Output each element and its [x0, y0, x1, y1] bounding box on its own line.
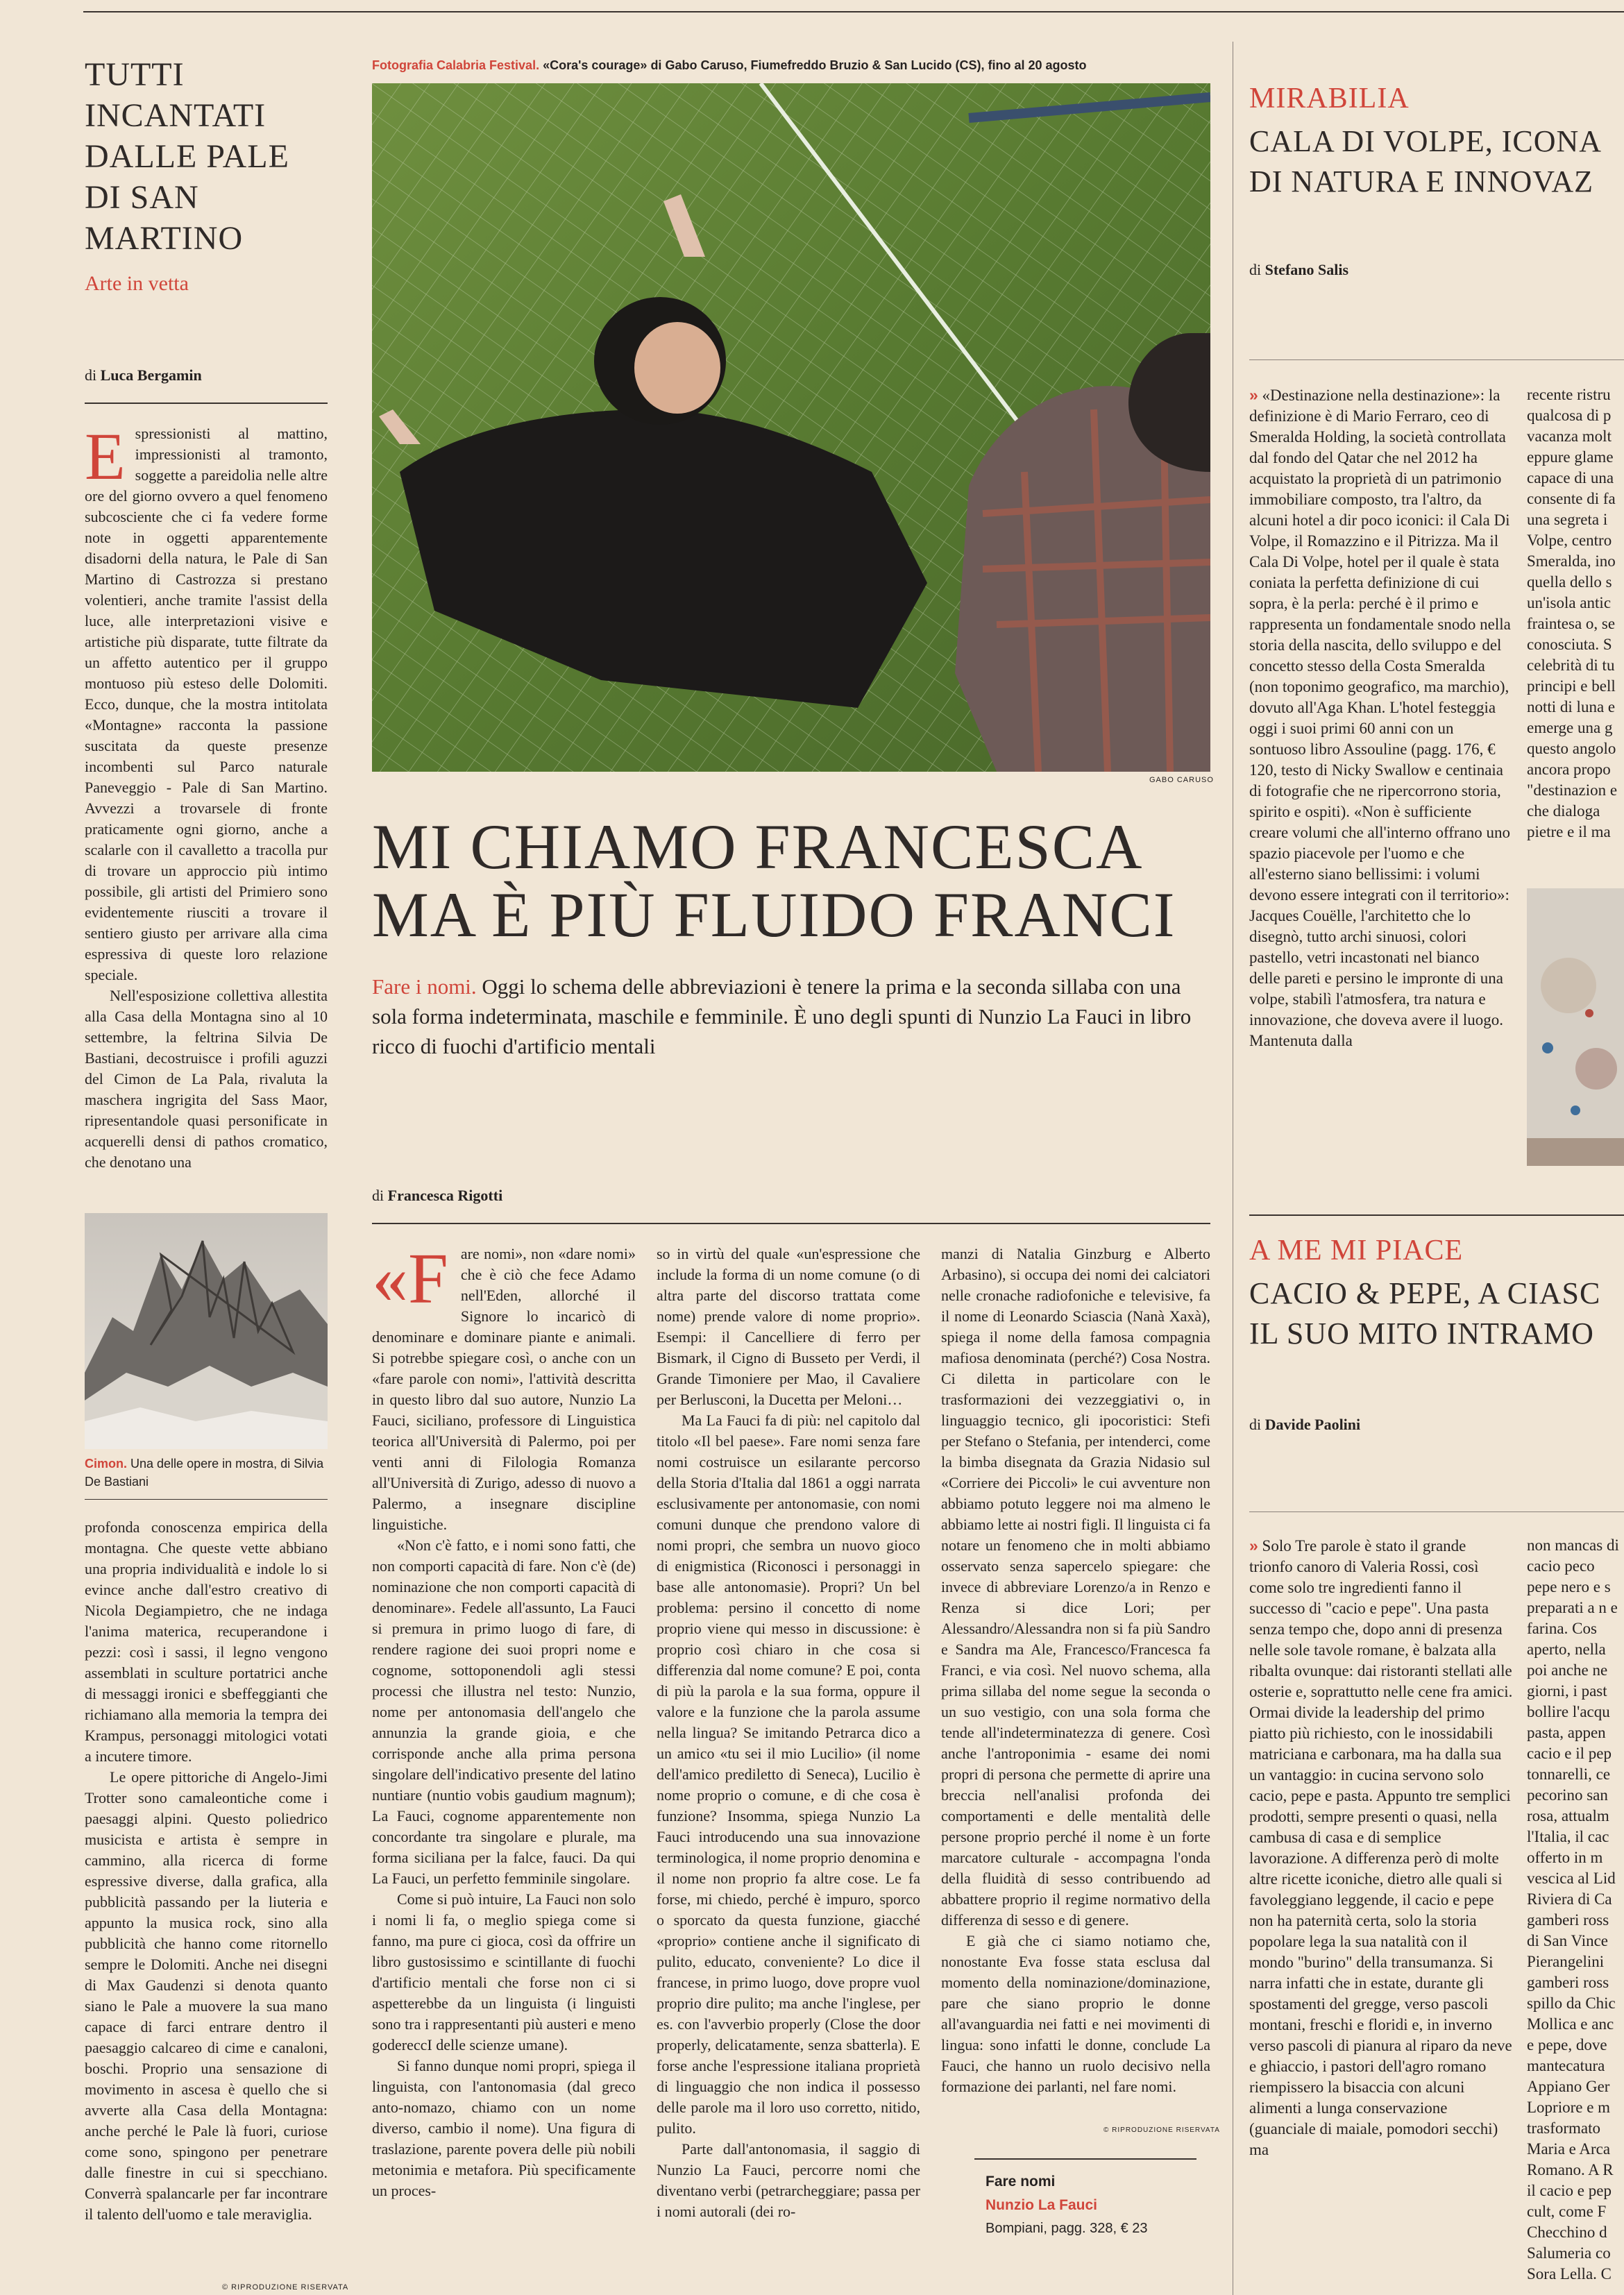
mirabilia-byline: [1249, 261, 1348, 279]
center-paragraph-5: so in virtù del quale «un'espressione che include la forma di un nome comune (o di altra parte del discorso trattata come nome) prende valore di nome proprio». Esempi: il Cancelliere di ferro per Bismark, il Cigno di Busseto per Verdi, il Grande Timoniere per Mao, il Cavaliere per Berlusconi, la Ducetta per Meloni…: [657, 1245, 920, 1408]
piace-rule: [1249, 1511, 1624, 1512]
quote-drop-cap: «F: [372, 1244, 448, 1319]
center-byline: [372, 1187, 502, 1205]
deck-text: Oggi lo schema delle abbreviazioni è tenere la prima e la seconda sillaba con una sola forma indeterminata, maschile e femminile. È uno degli spunti di Nunzio La Fauci in libro ricco di fuochi d'artificio mentali: [372, 974, 1192, 1058]
center-paragraph-6: Ma La Fauci fa di più: nel capitolo dal titolo «Il bel paese». Fare nomi senza fare nomi costruisce un esilarante percorso della Storia d'Italia dal 1861 a oggi narrata esclusivamente per antonomasie, con nomi comuni dunque che prendono valore di nomi propri, che sembra un nuovo gioco di enigmistica (Riconosci i personaggi in base alle antonomasie). Propri? Un bel problema: persino il concetto di nome proprio viene qui messo in discussione: è proprio così chiaro in che cosa si differenzia dal nome comune? E poi, conta di più la parola e la sua forma, oppure il valore e la funzione che la parola assume nella lingua? Se imitando Petrarca dico a un amico «tu sei il mio Lucilio» (il nome dell'amico prediletto di Seneca), Lucilio è nome proprio o comune, e di che cosa è funzione? Insomma, spiega Nunzio La Fauci introducendo una sua innovazione terminologica, il nome proprio denomina e il nome non proprio fa altre cose. Le fa forse, mi chiedo, perché è impuro, sporco o sporcato da questa funzione, giacché «proprio» contiene anche il significato di pulito, educato, conveniente? Lo dice il francese, in primo luogo, dove propre vuol proprio dire pulito; ma anche l'inglese, per es. con l'avverbio properly (Close the door properly, delicatamente, senza sbatterla). E forse anche l'espressione italiana proprietà di linguaggio che non indica il possesso delle parole ma il loro uso corretto, nitido, pulito.: [657, 1412, 920, 2137]
left-byline: [85, 366, 202, 384]
hotel-image: [1527, 888, 1624, 1166]
center-paragraph-8: manzi di Natalia Ginzburg e Alberto Arbasino), si occupa dei nomi dei calciatori nelle cronache radiofoniche e televisive, fa il nome di Leonardo Sciascia (Nanà Xaxà), spiega il nome della famosa compagnia mafiosa denominata (perché?) Cosa Nostra. Ci diletta in particolare con le trasformazioni dei vezzeggiativi o, in linguaggio tecnico, gli ipocoristici: Stefi per Stefano o Stefania, per intenderci, come la bimba disegnata da Grazia Nidasio sul «Corriere dei Piccoli» le cui avventure non abbiamo potuto leggere noi ma almeno le abbiamo lette ai nostri figli. Il linguista ci fa notare un fenomeno che in molti abbiamo osservato senza sapercelo spiegare: che invece di abbreviare Lorenzo/a in Renzo e Renza si dice Lori; per Alessandro/Alessandra non si fa più Sandro e Sandra ma Ale, Francesco/Francesca fa Franci, e via così. Nel nuovo schema, alla prima sillaba del nome segue la seconda o un suo vestigio, con una sola forma che tende all'indeterminatezza di genere. Così anche l'antroponimia - esame dei nomi propri di persona che permette di aprire una breccia nell'analisi profonda dei comportamenti e delle mentalità delle persone proprio perché il nome è un forte marcatore culturale - accompagna l'onda della fluidità di sesso contribuendo ad abbattere proprio il regime normativo della differenza di sesso e di genere.: [941, 1245, 1210, 1929]
center-column-3: [941, 1244, 1210, 2125]
piace-column-2: [1527, 1535, 1624, 2295]
article-marker-icon: »: [1249, 386, 1258, 404]
cimon-artwork-image: [85, 1213, 328, 1449]
left-paragraph-4: Le opere pittoriche di Angelo-Jimi Trotter sono camaleontiche come i paesaggi alpini. Questo poliedrico musicista e artista è sempre in cammino, alla ricerca di forme espressive diverse, dalla grafica, alla pubblicità passando per la liuteria e appunto la musica rock, sino alla pubblicità che hanno come ritornello sempre le Dolomiti. Anche nei disegni di Max Gaudenzi si denota quanto siano le Pale a muovere la sua mano capace di farci entrare dentro il paesaggio calcareo di cime e canaloni, boschi. Proprio una sensazione di movimento in ascesa è quello che si avverte alla Casa della Montagna: anche perché le Pale là fuori, curiose come sono, spingono per penetrare dalle finestre in cui si specchiano. Converrà spalancarle per far incontrare il talento dell'uomo e tale meraviglia.: [85, 1768, 328, 2223]
left-paragraph-1: spressionisti al mattino, impressionisti al tramonto, soggette a pareidolia nelle altre ore del giorno ovvero a quel fenomeno subcosciente che ci fa vedere forme note in oggetti apparentemente disadorni della natura, le Pale di San Martino di Castrozza si prestano volentieri, anche tramite l'assist della luce, alle interpretazioni visive e artistiche più disparate, tutte filtrate da un affetto autentico per il gruppo montuoso più esteso delle Dolomiti. Ecco, dunque, che la mostra intitolata «Montagne» racconta la passione suscitata da queste presenze incombenti sul Parco naturale Paneveggio - Pale di San Martino. Avvezzi a trovarsele di fronte praticamente ogni giorno, anche a scalarle con il cavalletto a tracolla pur di trovare un approccio più intimo possibile, gli artisti del Primiero sono evidentemente riusciti a trovare il sentiero giusto per arrivare alla cima espressiva di queste loro relazione speciale.: [85, 425, 328, 983]
piace-byline: [1249, 1416, 1360, 1434]
mirabilia-column-1: [1249, 384, 1513, 1165]
main-headline-line-2: MA È PIÙ FLUIDO FRANCI: [372, 879, 1176, 950]
piace-text-2: non mancas di cacio peco pepe nero e s preparati a n e farina. Cos aperto, nella poi anche ne giorni, i past bollire l'acqu pasta, appen cacio e il pep tonnarelli, ce pecorino san rosa, attualm l'Italia, il cac offerto in m vescica al Lid Riviera di Ca gamberi ross di San Vince Pierangelini gamberi ross spillo da Chic Mollica e anc e pepe, dove mantecatura Appiano Ger Lopriore e m trasformato Maria e Arca Romano. A R il cacio e pep cult, come F Checchino d Salumeria co Sora Lella. C: [1527, 1536, 1619, 2283]
center-column-2: [657, 1244, 920, 2295]
image-caption: [85, 1455, 328, 1491]
piace-column-1: [1249, 1535, 1513, 2295]
center-byline-rule: [372, 1223, 1210, 1224]
mirabilia-column-2: [1527, 384, 1624, 884]
caption-label: Cimon.: [85, 1457, 127, 1471]
left-paragraph-3: profonda conoscenza empirica della montagna. Che queste vette abbiano una propria individualità e indole lo si evince anche dall'estro creativo di Nicola Degiampietro, che ne indaga l'anima materica, recuperandone i pezzi: così i sassi, il legno vengono assemblati in sculture portatrici anche di messaggi ironici e sbeffeggianti che richiamano alla memoria la tempra dei Krampus, personaggi mitologici votati a incutere timore.: [85, 1518, 328, 1765]
cala-di-volpe-photo: [1527, 888, 1624, 1166]
mirabilia-text-2: recente ristru qualcosa di p vacanza molt eppure glame capace di una consente di fa una segreta i Volpe, centro Smeralda, ino quella dello s un'isola antic fraintesa o, se conosciuta. S celebrità di tu principi e bell notti di luna e emerge una g questo angolo ancora propo "destinazion e che dialoga pietre e il ma: [1527, 386, 1618, 840]
piace-text-1: Solo Tre parole è stato il grande trionfo canoro di Valeria Rossi, così come solo tre ingredienti fanno il successo di "cacio e pepe". Una pasta senza tempo che, dopo anni di presenza nelle sole tavole romane, è balzata alla ribalta ovunque: dai ristoranti stellati alle osterie e, soprattutto nelle cene fra amici. Ormai divide la leadership del primo piatto più richiesto, con le inossidabili matriciana e carbonara, ma ha dalla sua un vantaggio: in cucina servono solo cacio, pepe e pasta. Appunto tre semplici prodotti, sempre presenti o quasi, nella cambusa di casa e di semplice lavorazione. A differenza però di molte altre ricette iconiche, dietro alle quali si favoleggiano leggende, il cacio e pepe non ha paternità certa, solo la storia popolare lega la sua natalità con il mondo "burino" della transumanza. Si narra infatti che in estate, durante gli spostamenti del gregge, verso pascoli montani, freschi e floridi e, in inverno verso pascoli di pianura al riparo da neve e ghiaccio, i pastori dell'agro romano riempissero la bisaccia con alcuni alimenti a lunga conservazione (guanciale di maiale, pomodori secchi) ma: [1249, 1537, 1513, 2158]
photo-credit: [372, 58, 1086, 73]
book-author: Nunzio La Fauci: [986, 2197, 1098, 2213]
piace-headline-line-1: CACIO & PEPE, A CIASC: [1249, 1276, 1601, 1310]
left-copyright: © RIPRODUZIONE RISERVATA: [222, 2283, 349, 2292]
center-byline-author: Francesca Rigotti: [387, 1187, 503, 1204]
festival-photograph: [372, 83, 1210, 772]
center-paragraph-2: «Non c'è fatto, e i nomi sono fatti, che non comporti capacità di fare. Non c'è (de) nominazione che non comporti capacità di denominare». Fedele all'assunto, La Fauci si premura in primo luogo di fare, di rendere ragione dei suoi propri nome e cognome, sottoponendoli agli stessi processi che illustra nel testo: Nunzio, nome per antonomasia dell'angelo che annunzia la grande gioia, e che corrisponde anche alla prima persona singolare dell'indicativo presente del latino nuntiare (nuntio vobis gaudium magnum); La Fauci, cognome apparentemente non concordante tra singolare e plurale, ma forma siciliana per la falce, fauci. Da qui La Fauci, un perfetto femminile singolare.: [372, 1536, 636, 1887]
piace-headline-line-2: IL SUO MITO INTRAMO: [1249, 1316, 1594, 1350]
center-paragraph-4: Si fanno dunque nomi propri, spiega il linguista, con l'antonomasia (dal greco anto-nomazo, chiamo con un nome diverso, cambio il nome). Una figura di traslazione, parente povera delle più nobili metonimia e metafora. Più specificamente un proces-: [372, 2057, 636, 2199]
article-deck: [372, 972, 1205, 1061]
book-info: Bompiani, pagg. 328, € 23: [986, 2221, 1148, 2236]
mirabilia-headline-line-1: CALA DI VOLPE, ICONA: [1249, 124, 1602, 158]
left-byline-author: Luca Bergamin: [100, 366, 202, 384]
piace-section-title: A ME MI PIACE: [1249, 1235, 1464, 1267]
mirabilia-section-title: MIRABILIA: [1249, 83, 1410, 115]
center-paragraph-3: Come si può intuire, La Fauci non solo i nomi li fa, o meglio spiega come si fanno, ma pure ci gioca, così da offrire un libro gustosissimo e scintillante di fuochi d'artificio mentali che forse non ci si aspetterebbe da un linguista (i linguisti sono tra i rappresentanti più austeri e meno godereccI delle scienze umane).: [372, 1890, 636, 2053]
mountain-painting: [85, 1213, 328, 1449]
drop-cap: E: [85, 423, 126, 493]
center-paragraph-1: are nomi», non «dare nomi» che è ciò che fece Adamo nell'Eden, allorché il Signore lo incaricò di denominare e dominare piante e animali. Si potrebbe spiegare così, o anche con un «fare parole con nomi», l'attività descritta in questo libro dal suo autore, Nunzio La Fauci, siciliano, professore di Linguistica teorica all'Università di Palermo, poi per venti anni di Filologia Romanza all'Università di Zurigo, adesso di nuovo a Palermo, a insegnare discipline linguistiche.: [372, 1245, 636, 1533]
deck-label: Fare i nomi.: [372, 974, 477, 999]
left-article-body-top: [85, 423, 328, 1176]
center-column-1: [372, 1244, 636, 2295]
mirabilia-rule: [1249, 359, 1624, 360]
book-box-rule: [974, 2158, 1196, 2160]
mirabilia-text-1: «Destinazione nella destinazione»: la definizione è di Mario Ferraro, ceo di Smeralda Holding, la società controllata dal fondo del Qatar che nel 2012 ha acquistato la proprietà di un patrimonio immobiliare composto, tra l'altro, da alcuni hotel a dir poco iconici: il Cala Di Volpe, il Romazzino e il Pitrizza. Ma il Cala Di Volpe, hotel per il quale è stata coniata la perfetta definizione di cui sopra, è la perla: perché è il primo e rappresenta un fondamentale snodo nella storia della nascita, dello sviluppo e del concetto stesso della Costa Smeralda (non toponimo geografico, ma marchio), dovuto all'Aga Khan. L'hotel festeggia oggi i suoi primi 60 anni con un sontuoso libro Assouline (pagg. 176, € 120, testo di Nicky Swallow e centinaia di fotografie che ne ripercorrono storia, spirito e ospiti). «Non è sufficiente creare volumi che all'interno offrano uno spazio piacevole per l'uomo e che all'esterno siano bellissimi: i volumi devono essere integrati con il territorio»: Jacques Couëlle, l'architetto che lo disegnò, tutto archi sinuosi, colori pastello, vetri incastonati nel bianco delle pareti e persino le impronte di una volpe, stabilì l'atmosfera, tra natura e innovazione, che doveva avere il luogo. Mantenuta dalla: [1249, 387, 1511, 1049]
photo-credit-text: «Cora's courage» di Gabo Caruso, Fiumefreddo Bruzio & San Lucido (CS), fino al 20 agosto: [543, 58, 1087, 72]
left-article-title: TUTTI INCANTATI DALLE PALE DI SAN MARTINO: [85, 56, 289, 257]
mirabilia-byline-author: Stefano Salis: [1264, 261, 1349, 278]
left-byline-rule: [85, 403, 328, 404]
piace-byline-author: Davide Paolini: [1264, 1416, 1361, 1433]
left-article-subtitle: Arte in vetta: [85, 272, 189, 295]
girl-on-grass-photo: [372, 83, 1210, 772]
center-byline-prefix: di: [372, 1187, 384, 1204]
piace-byline-prefix: di: [1249, 1416, 1262, 1433]
center-paragraph-9: E già che ci siamo notiamo che, nonostante Eva fosse stata esclusa dal momento della nominazione/dominazione, pare che siano proprio le donne all'avanguardia nei fatti e nei movimenti di lingua: sono infatti le donne, conclude La Fauci, che hanno un ruolo decisivo nella formazione dei parlanti, nel fare nomi.: [941, 1932, 1210, 2095]
left-paragraph-2: Nell'esposizione collettiva allestita alla Casa della Montagna sino al 10 settembre, la feltrina Silvia De Bastiani, decostruisce i profili aguzzi del Cimon de La Pala, rivaluta la maschera ingrigita del Sass Maor, ripresentandole quasi personificate in acquerelli densi di pathos cromatico, che denotano una: [85, 987, 328, 1171]
photographer-credit: GABO CARUSO: [1149, 776, 1214, 784]
main-headline-line-1: MI CHIAMO FRANCESCA: [372, 811, 1144, 882]
left-article-body-bottom: [85, 1517, 328, 2276]
piace-top-rule: [1249, 1214, 1624, 1216]
left-byline-prefix: di: [85, 366, 97, 384]
center-paragraph-7: Parte dall'antonomasia, il saggio di Nunzio La Fauci, percorre nomi che diventano verbi (petrarcheggiare; passa per i nomi autorali (dei ro-: [657, 2140, 920, 2220]
mirabilia-byline-prefix: di: [1249, 261, 1262, 278]
article-marker-icon: »: [1249, 1536, 1258, 1555]
top-rule: [83, 11, 1624, 12]
photo-credit-label: Fotografia Calabria Festival.: [372, 58, 540, 72]
mirabilia-headline-line-2: DI NATURA E INNOVAZ: [1249, 164, 1594, 198]
book-title: Fare nomi: [986, 2174, 1056, 2190]
caption-text: Una delle opere in mostra, di Silvia De Bastiani: [85, 1457, 324, 1489]
caption-rule: [85, 1499, 328, 1500]
center-copyright: © RIPRODUZIONE RISERVATA: [1103, 2126, 1220, 2134]
